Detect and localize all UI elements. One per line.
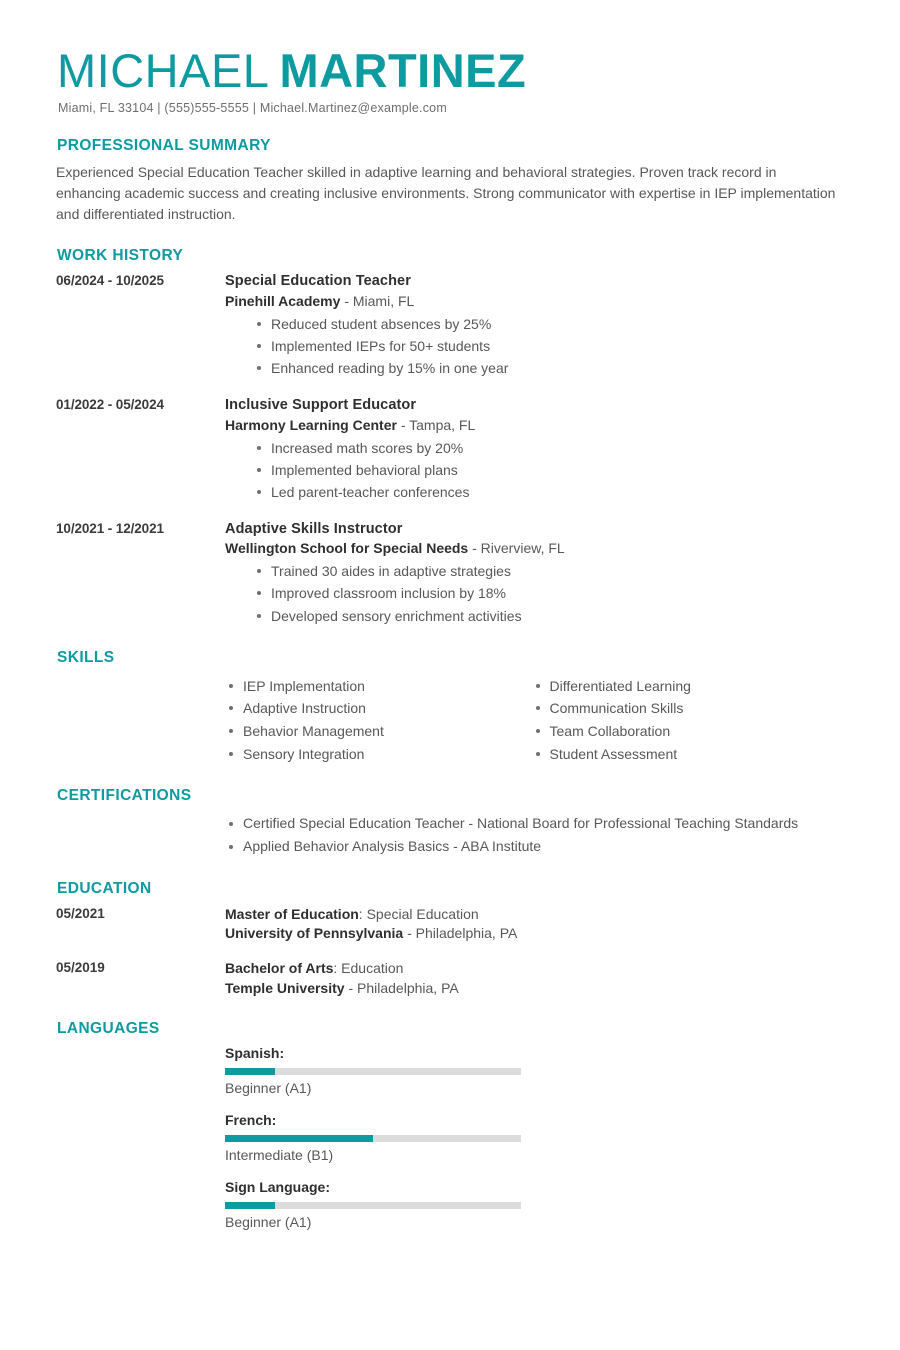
education-entry: [56, 905, 838, 944]
section-heading-certifications: CERTIFICATIONS: [57, 787, 192, 805]
first-name: MICHAEL: [57, 44, 270, 97]
work-entry-dates: 10/2021 - 12/2021: [56, 520, 164, 536]
section-heading-education: EDUCATION: [57, 879, 152, 897]
work-bullet: Led parent-teacher conferences: [271, 481, 838, 503]
section-professional-summary: [56, 137, 838, 225]
language-level: Intermediate (B1): [225, 1147, 334, 1163]
certifications-list: [225, 813, 838, 857]
education-school: University of Pennsylvania: [225, 925, 404, 942]
contact-info: Miami, FL 33104 | (555)555-5555 | Michael.Martinez@example.com: [58, 101, 447, 116]
education-entry-date: 05/2021: [56, 905, 105, 921]
section-heading-work-history: WORK HISTORY: [57, 247, 184, 265]
education-entry-body: [225, 905, 838, 944]
language-proficiency-bar: [225, 1068, 521, 1075]
work-entry: [56, 520, 838, 627]
language-proficiency-fill: [225, 1202, 275, 1209]
skill-item: Sensory Integration: [243, 743, 532, 766]
summary-text: Experienced Special Education Teacher skilled in adaptive learning and behavioral strategies. Proven track record in enhancing academic success and creating inclusive environments. Strong communicator with expertise in IEP implementation and differentiated instruction.: [56, 164, 836, 223]
last-name: MARTINEZ: [279, 44, 527, 97]
work-entry: [56, 396, 838, 503]
education-field: : Special Education: [358, 905, 479, 922]
language-level: Beginner (A1): [225, 1214, 312, 1230]
work-bullet: Implemented IEPs for 50+ students: [271, 335, 838, 357]
language-level: Beginner (A1): [225, 1080, 312, 1096]
section-skills: [56, 649, 838, 766]
work-entry-body: [225, 396, 838, 503]
skills-column-left: [225, 675, 532, 766]
section-work-history: [56, 247, 838, 626]
work-entry-organization: [225, 292, 838, 311]
section-heading-languages: LANGUAGES: [57, 1020, 160, 1037]
languages-wrap: [56, 1045, 838, 1246]
language-proficiency-bar: [225, 1202, 521, 1209]
section-certifications: [56, 787, 838, 857]
work-entry-dates: 01/2022 - 05/2024: [56, 397, 164, 413]
work-entry-org-name: Harmony Learning Center: [225, 416, 397, 433]
language-proficiency-bar: [225, 1135, 521, 1142]
work-entry-dates: 06/2024 - 10/2025: [56, 273, 164, 289]
work-entry-body: [225, 520, 838, 627]
education-school-line: [225, 979, 838, 998]
education-degree-line: [225, 959, 838, 978]
education-field: : Education: [333, 960, 404, 977]
education-entry-date: 05/2019: [56, 960, 105, 976]
work-entry-organization: [225, 416, 838, 435]
language-proficiency-fill: [225, 1135, 373, 1142]
section-heading-summary: PROFESSIONAL SUMMARY: [57, 137, 271, 155]
skill-item: IEP Implementation: [243, 675, 532, 698]
skill-item: Communication Skills: [550, 697, 839, 720]
skills-column-right: [532, 675, 839, 766]
certification-item: Certified Special Education Teacher - National Board for Professional Teaching Standards: [243, 813, 803, 835]
languages-grid: [225, 1045, 838, 1246]
skill-item: Student Assessment: [550, 743, 839, 766]
work-entry-location: - Miami, FL: [344, 292, 415, 309]
education-degree-line: [225, 905, 838, 924]
language-name: French:: [225, 1112, 277, 1128]
education-school-line: [225, 924, 838, 943]
candidate-name: [56, 46, 838, 95]
language-name: Sign Language:: [225, 1179, 330, 1195]
work-entry-organization: [225, 539, 838, 558]
skill-item: Differentiated Learning: [550, 675, 839, 698]
work-bullet: Developed sensory enrichment activities: [271, 605, 838, 627]
education-entry: [56, 959, 838, 998]
work-entry-title: Adaptive Skills Instructor: [225, 520, 403, 537]
education-location: - Philadelphia, PA: [348, 979, 459, 996]
skills-list-left: [225, 675, 532, 766]
section-heading-skills: SKILLS: [57, 648, 115, 666]
work-entry-org-name: Pinehill Academy: [225, 292, 341, 309]
skill-item: Team Collaboration: [550, 720, 839, 743]
work-entry-bullets: [225, 560, 838, 626]
work-bullet: Improved classroom inclusion by 18%: [271, 582, 838, 604]
certification-item: Applied Behavior Analysis Basics - ABA Institute: [243, 836, 803, 858]
certifications-list-wrap: [56, 813, 838, 857]
work-bullet: Increased math scores by 20%: [271, 437, 838, 459]
language-name: Spanish:: [225, 1045, 285, 1061]
education-entry-body: [225, 959, 838, 998]
work-entry: [56, 272, 838, 379]
education-degree: Bachelor of Arts: [225, 960, 334, 977]
work-entry-title: Special Education Teacher: [225, 273, 411, 290]
work-bullet: Trained 30 aides in adaptive strategies: [271, 560, 838, 582]
work-entry-org-name: Wellington School for Special Needs: [225, 540, 469, 557]
language-item: [225, 1179, 541, 1230]
section-languages: [56, 1020, 838, 1246]
education-degree: Master of Education: [225, 905, 359, 922]
work-entry-location: - Riverview, FL: [472, 540, 565, 557]
work-entry-bullets: [225, 313, 838, 379]
skill-item: Adaptive Instruction: [243, 697, 532, 720]
education-location: - Philadelphia, PA: [407, 925, 518, 942]
work-entry-title: Inclusive Support Educator: [225, 397, 417, 414]
section-education: [56, 880, 838, 998]
language-item: [225, 1112, 541, 1163]
work-bullet: Enhanced reading by 15% in one year: [271, 357, 838, 379]
work-entry-location: - Tampa, FL: [400, 416, 476, 433]
language-item: [225, 1045, 541, 1096]
work-bullet: Reduced student absences by 25%: [271, 313, 838, 335]
work-bullet: Implemented behavioral plans: [271, 459, 838, 481]
work-entry-body: [225, 272, 838, 379]
skills-columns: [56, 675, 838, 766]
skills-list-right: [532, 675, 839, 766]
work-entry-bullets: [225, 437, 838, 503]
education-school: Temple University: [225, 979, 345, 996]
skill-item: Behavior Management: [243, 720, 532, 743]
language-proficiency-fill: [225, 1068, 275, 1075]
